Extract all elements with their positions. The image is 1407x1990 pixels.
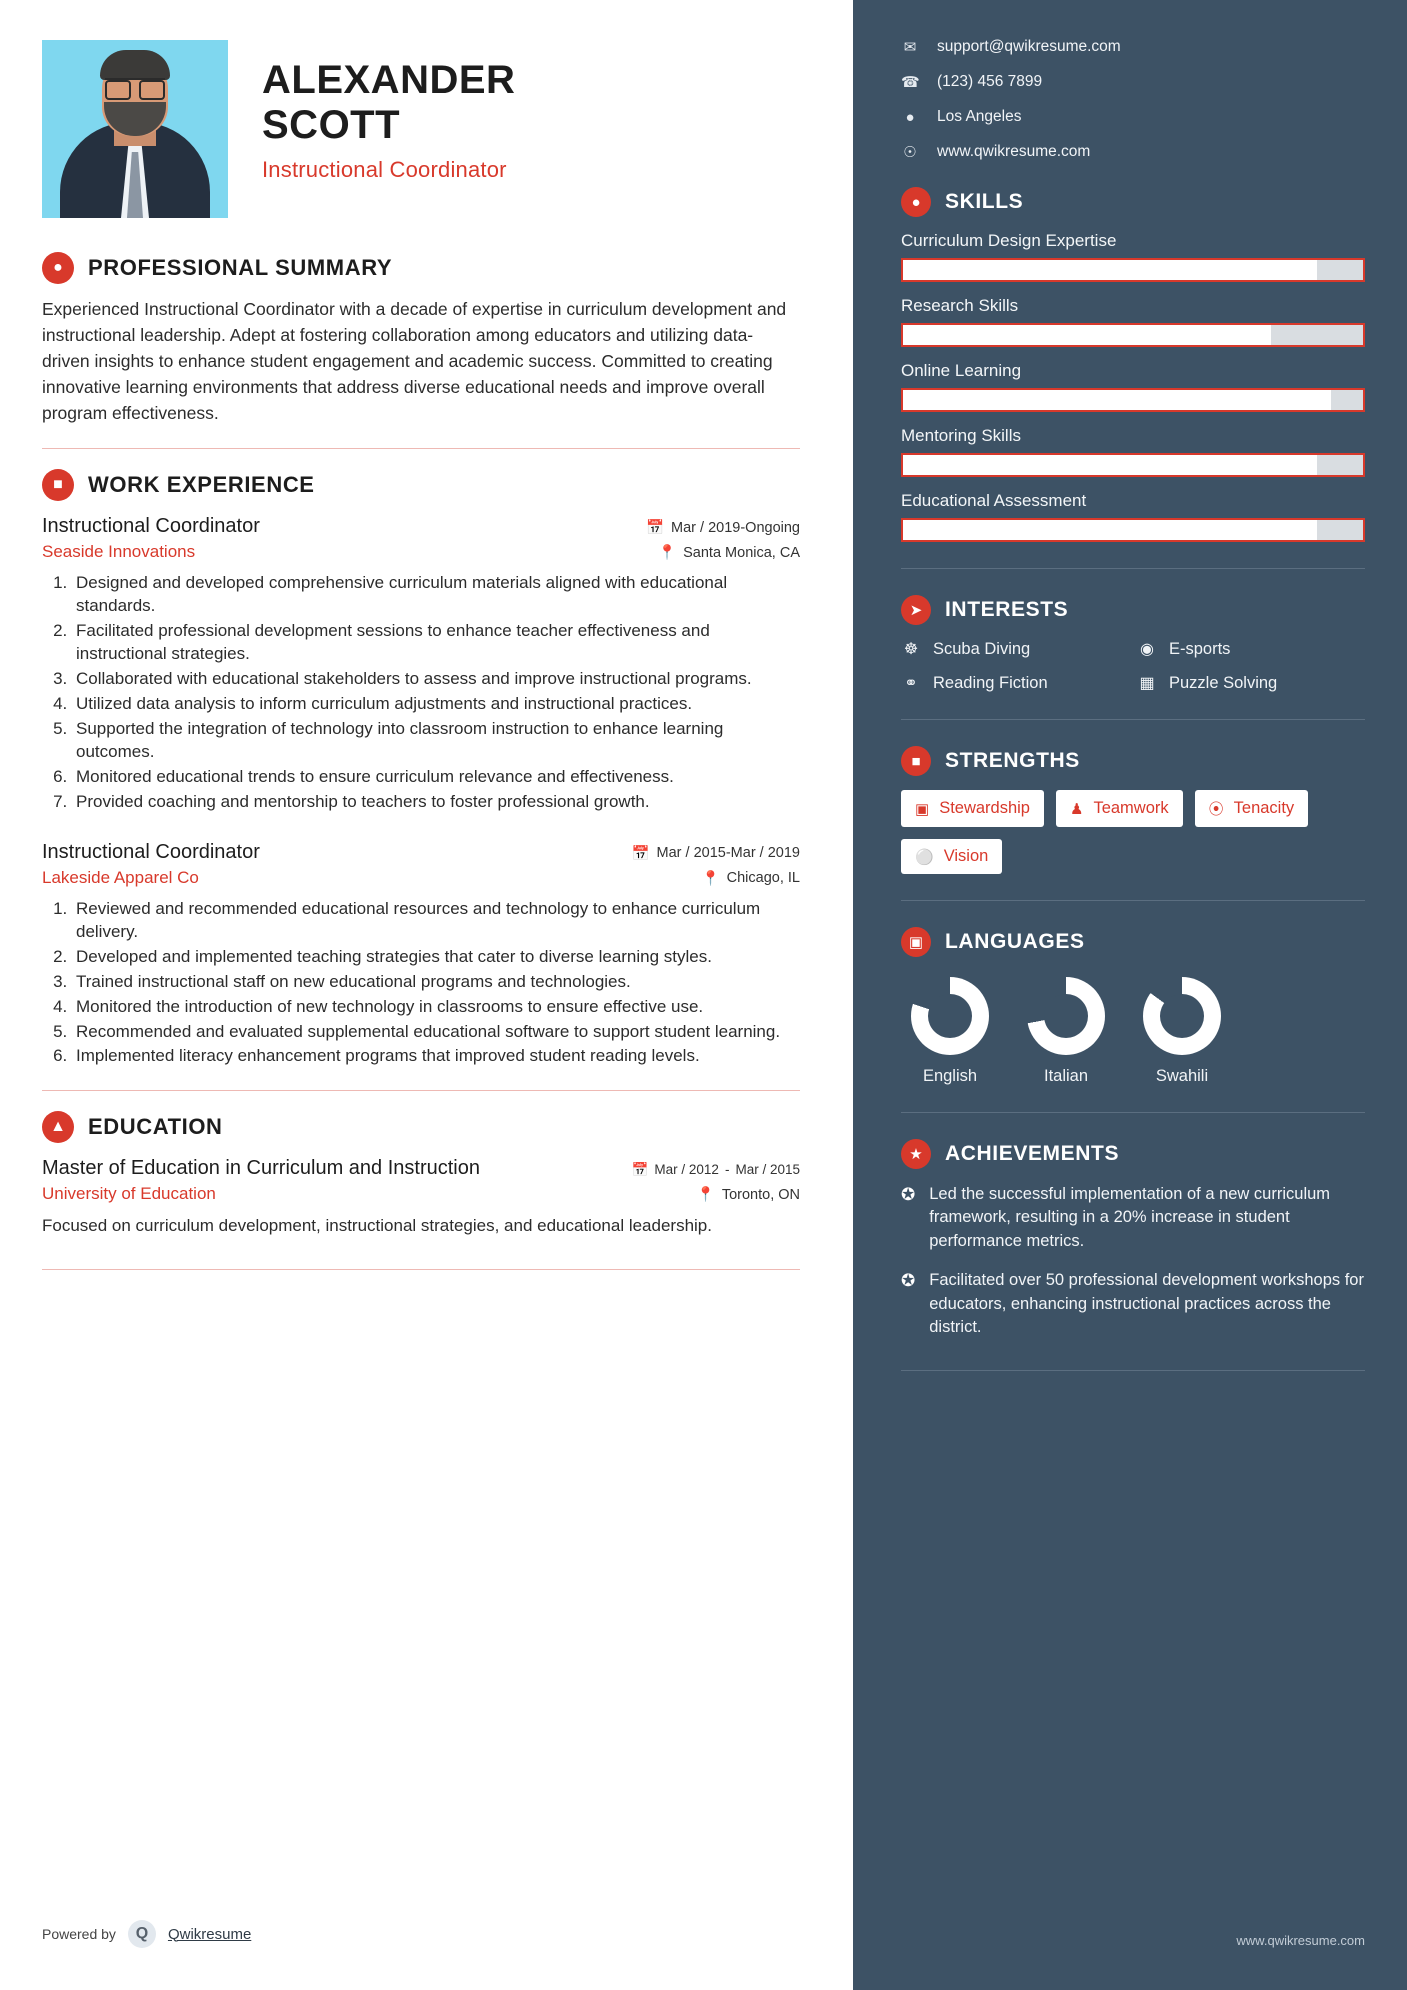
- job-company: Lakeside Apparel Co: [42, 867, 199, 887]
- achievement-item: [901, 1269, 1365, 1339]
- section-work-experience: [42, 469, 800, 1068]
- language-progress-ring: [1027, 977, 1105, 1055]
- location-pin-icon: 📍: [658, 545, 677, 562]
- job-location: Santa Monica, CA: [683, 544, 800, 561]
- contact-value: support@qwikresume.com: [937, 38, 1121, 55]
- list-item: 2. Developed and implemented teaching strategies that cater to diverse learning styles.: [72, 946, 800, 969]
- summary-text: Experienced Instructional Coordinator with a decade of expertise in curriculum development and instructional leadership. Adept at fostering collaboration among educators and utilizing data-driven insights to enhance student engagement and academic success. Committed to creating innovative learning environments that address diverse educational needs and improve overall program effectiveness.: [42, 299, 787, 423]
- section-title: STRENGTHS: [945, 749, 1080, 772]
- contact-value: Los Angeles: [937, 108, 1022, 125]
- job-dates: Mar / 2015-Mar / 2019: [656, 845, 800, 862]
- achievement-text: Led the successful implementation of a new curriculum framework, resulting in a 20% increase in student performance metrics.: [929, 1185, 1331, 1250]
- language-progress-ring: [1143, 977, 1221, 1055]
- list-item: 4. Monitored the introduction of new technology in classrooms to ensure effective use.: [72, 996, 800, 1019]
- contact-list: [901, 38, 1365, 161]
- job-location: Chicago, IL: [726, 870, 800, 887]
- section-languages: [901, 927, 1365, 1086]
- skill-bar: [901, 518, 1365, 542]
- language-item: [1027, 977, 1105, 1086]
- globe-icon: ☉: [903, 144, 917, 161]
- scuba-icon: ☸: [903, 641, 919, 658]
- job-bullets: [72, 898, 800, 1069]
- job-bullets: [72, 572, 800, 813]
- section-professional-summary: [42, 252, 800, 426]
- divider: [901, 1370, 1365, 1371]
- list-item: 7. Provided coaching and mentorship to teachers to foster professional growth.: [72, 791, 800, 814]
- contact-phone[interactable]: [901, 73, 1365, 91]
- job-position: Instructional Coordinator: [42, 515, 260, 538]
- location-pin-icon: 📍: [701, 870, 720, 887]
- envelope-icon: ✉: [903, 39, 917, 56]
- star-icon: ★: [901, 1139, 931, 1169]
- education-dates: [632, 1162, 800, 1178]
- strength-badge: [1195, 790, 1309, 827]
- candidate-name-line1: ALEXANDER: [262, 58, 516, 102]
- contact-email[interactable]: [901, 38, 1365, 56]
- list-item: 2. Facilitated professional development sessions to enhance teacher effectiveness and instructional strategies.: [72, 620, 800, 666]
- reading-icon: ⚭: [904, 675, 918, 692]
- section-skills: [901, 187, 1365, 542]
- language-name: Italian: [1043, 1067, 1089, 1085]
- divider: [42, 1269, 800, 1270]
- job-dates: Mar / 2019-Ongoing: [671, 519, 800, 536]
- list-item: 5. Recommended and evaluated supplemental educational software to support student learning.: [72, 1021, 800, 1044]
- date-separator: -: [724, 1162, 730, 1178]
- section-interests: [901, 595, 1365, 693]
- resume-header: [42, 40, 800, 218]
- education-description: Focused on curriculum development, instructional strategies, and educational leadership.: [42, 1216, 712, 1236]
- qwikresume-logo-icon: Q: [128, 1920, 156, 1948]
- section-title: PROFESSIONAL SUMMARY: [88, 255, 393, 280]
- star-bullet-icon: ✪: [901, 1185, 916, 1204]
- list-item: 6. Implemented literacy enhancement programs that improved student reading levels.: [72, 1045, 800, 1068]
- name-block: [262, 40, 515, 183]
- job-dates-row: [646, 519, 800, 536]
- divider: [901, 719, 1365, 720]
- list-item: 3. Collaborated with educational stakeholders to assess and improve instructional programs.: [72, 668, 800, 691]
- job-dates-row: [631, 845, 800, 862]
- esports-icon: ◉: [1140, 641, 1154, 658]
- interest-item: [1137, 673, 1365, 693]
- location-pin-icon: 📍: [696, 1187, 715, 1204]
- skill-name: Curriculum Design Expertise: [901, 231, 1117, 250]
- puzzle-icon: ▦: [1139, 675, 1155, 692]
- language-icon: ▣: [901, 927, 931, 957]
- language-item: [911, 977, 989, 1086]
- calendar-icon: 📅: [631, 845, 650, 862]
- fist-icon: ■: [901, 746, 931, 776]
- education-date-start: Mar / 2012: [654, 1162, 719, 1178]
- calendar-icon: 📅: [645, 520, 665, 537]
- divider: [42, 448, 800, 449]
- list-item: 1. Reviewed and recommended educational resources and technology to enhance curriculum delivery.: [72, 898, 800, 944]
- contact-value: (123) 456 7899: [937, 73, 1043, 90]
- skill-bar: [901, 258, 1365, 282]
- section-strengths: [901, 746, 1365, 874]
- skill-bar: [901, 453, 1365, 477]
- strength-badge: [901, 839, 1002, 874]
- skill-item: [901, 491, 1365, 542]
- contact-value: www.qwikresume.com: [937, 143, 1091, 160]
- education-location-row: [697, 1186, 800, 1203]
- candidate-name-line2: SCOTT: [262, 102, 401, 147]
- work-entry: [42, 840, 800, 1069]
- section-title: ACHIEVEMENTS: [945, 1142, 1120, 1165]
- interest-label: Scuba Diving: [933, 639, 1031, 658]
- job-location-row: [702, 870, 800, 887]
- section-title: LANGUAGES: [945, 930, 1085, 953]
- divider: [42, 1090, 800, 1091]
- sidebar-footer-url: www.qwikresume.com: [1236, 1933, 1365, 1948]
- strength-label: Teamwork: [1093, 799, 1169, 817]
- lightbulb-icon: ●: [901, 187, 931, 217]
- section-title: INTERESTS: [945, 598, 1069, 621]
- list-item: 3. Trained instructional staff on new educational programs and technologies.: [72, 971, 800, 994]
- location-pin-icon: ●: [905, 108, 915, 126]
- achievement-item: [901, 1183, 1365, 1253]
- strength-badge: [901, 790, 1044, 827]
- list-item: 5. Supported the integration of technology into classroom instruction to enhance learning outcomes.: [72, 718, 800, 764]
- calendar-icon: 📅: [631, 1162, 649, 1178]
- contact-location: [901, 108, 1365, 126]
- paper-plane-icon: ➤: [901, 595, 931, 625]
- graduation-cap-icon: ▲: [42, 1111, 74, 1143]
- list-item: 1. Designed and developed comprehensive curriculum materials aligned with educational standards.: [72, 572, 800, 618]
- language-progress-ring: [911, 977, 989, 1055]
- job-position: Instructional Coordinator: [42, 840, 260, 863]
- section-education: [42, 1111, 800, 1238]
- education-degree: Master of Education in Curriculum and Instruction: [42, 1157, 480, 1180]
- team-icon: ♟: [1070, 800, 1084, 818]
- skill-item: [901, 426, 1365, 477]
- phone-icon: ☎: [901, 74, 920, 91]
- contact-website[interactable]: [901, 143, 1365, 161]
- binoculars-icon: ⚪: [915, 848, 934, 866]
- interest-label: E-sports: [1169, 639, 1231, 658]
- powered-by-label: Powered by: [42, 1926, 116, 1942]
- column-gap: [845, 0, 853, 1990]
- footer-branding: [42, 1920, 251, 1948]
- education-school: University of Education: [42, 1184, 216, 1204]
- section-title: EDUCATION: [88, 1114, 223, 1140]
- interest-label: Puzzle Solving: [1169, 673, 1278, 692]
- divider: [901, 900, 1365, 901]
- divider: [901, 1112, 1365, 1113]
- strength-badge: [1056, 790, 1183, 827]
- skill-name: Educational Assessment: [901, 491, 1087, 510]
- divider: [901, 568, 1365, 569]
- strength-label: Stewardship: [939, 799, 1030, 817]
- interest-item: [901, 639, 1129, 659]
- skill-item: [901, 231, 1365, 282]
- list-item: 4. Utilized data analysis to inform curriculum adjustments and instructional practices.: [72, 693, 800, 716]
- sidebar: [853, 0, 1407, 1990]
- interest-label: Reading Fiction: [933, 673, 1048, 692]
- briefcase-icon: ■: [42, 469, 74, 501]
- strength-label: Tenacity: [1233, 799, 1295, 817]
- user-circle-icon: ●: [42, 252, 74, 284]
- strength-label: Vision: [943, 847, 989, 865]
- education-date-end: Mar / 2015: [735, 1162, 800, 1178]
- work-entry: [42, 514, 800, 813]
- skill-bar: [901, 323, 1365, 347]
- job-location-row: [658, 544, 800, 561]
- section-title: SKILLS: [945, 190, 1024, 213]
- section-achievements: [901, 1139, 1365, 1340]
- skill-name: Research Skills: [901, 296, 1019, 315]
- education-location: Toronto, ON: [721, 1186, 800, 1203]
- list-item: 6. Monitored educational trends to ensure curriculum relevance and effectiveness.: [72, 766, 800, 789]
- interest-item: [1137, 639, 1365, 659]
- interest-item: [901, 673, 1129, 693]
- skill-item: [901, 296, 1365, 347]
- link-icon: ⦿: [1208, 801, 1224, 818]
- language-name: Swahili: [1155, 1067, 1209, 1085]
- job-company: Seaside Innovations: [42, 542, 196, 562]
- star-bullet-icon: ✪: [901, 1271, 916, 1291]
- skill-bar: [901, 388, 1365, 412]
- avatar: [42, 40, 228, 218]
- section-title: WORK EXPERIENCE: [88, 472, 315, 498]
- achievement-text: Facilitated over 50 professional development workshops for educators, enhancing instructional practices across the district.: [929, 1271, 1364, 1337]
- skill-item: [901, 361, 1365, 412]
- skill-name: Online Learning: [901, 361, 1022, 380]
- language-name: English: [922, 1067, 978, 1085]
- candidate-job-title: Instructional Coordinator: [262, 156, 507, 182]
- skill-name: Mentoring Skills: [901, 426, 1021, 445]
- briefcase-small-icon: ▣: [915, 800, 930, 818]
- qwikresume-link[interactable]: Qwikresume: [167, 1925, 252, 1943]
- language-item: [1143, 977, 1221, 1086]
